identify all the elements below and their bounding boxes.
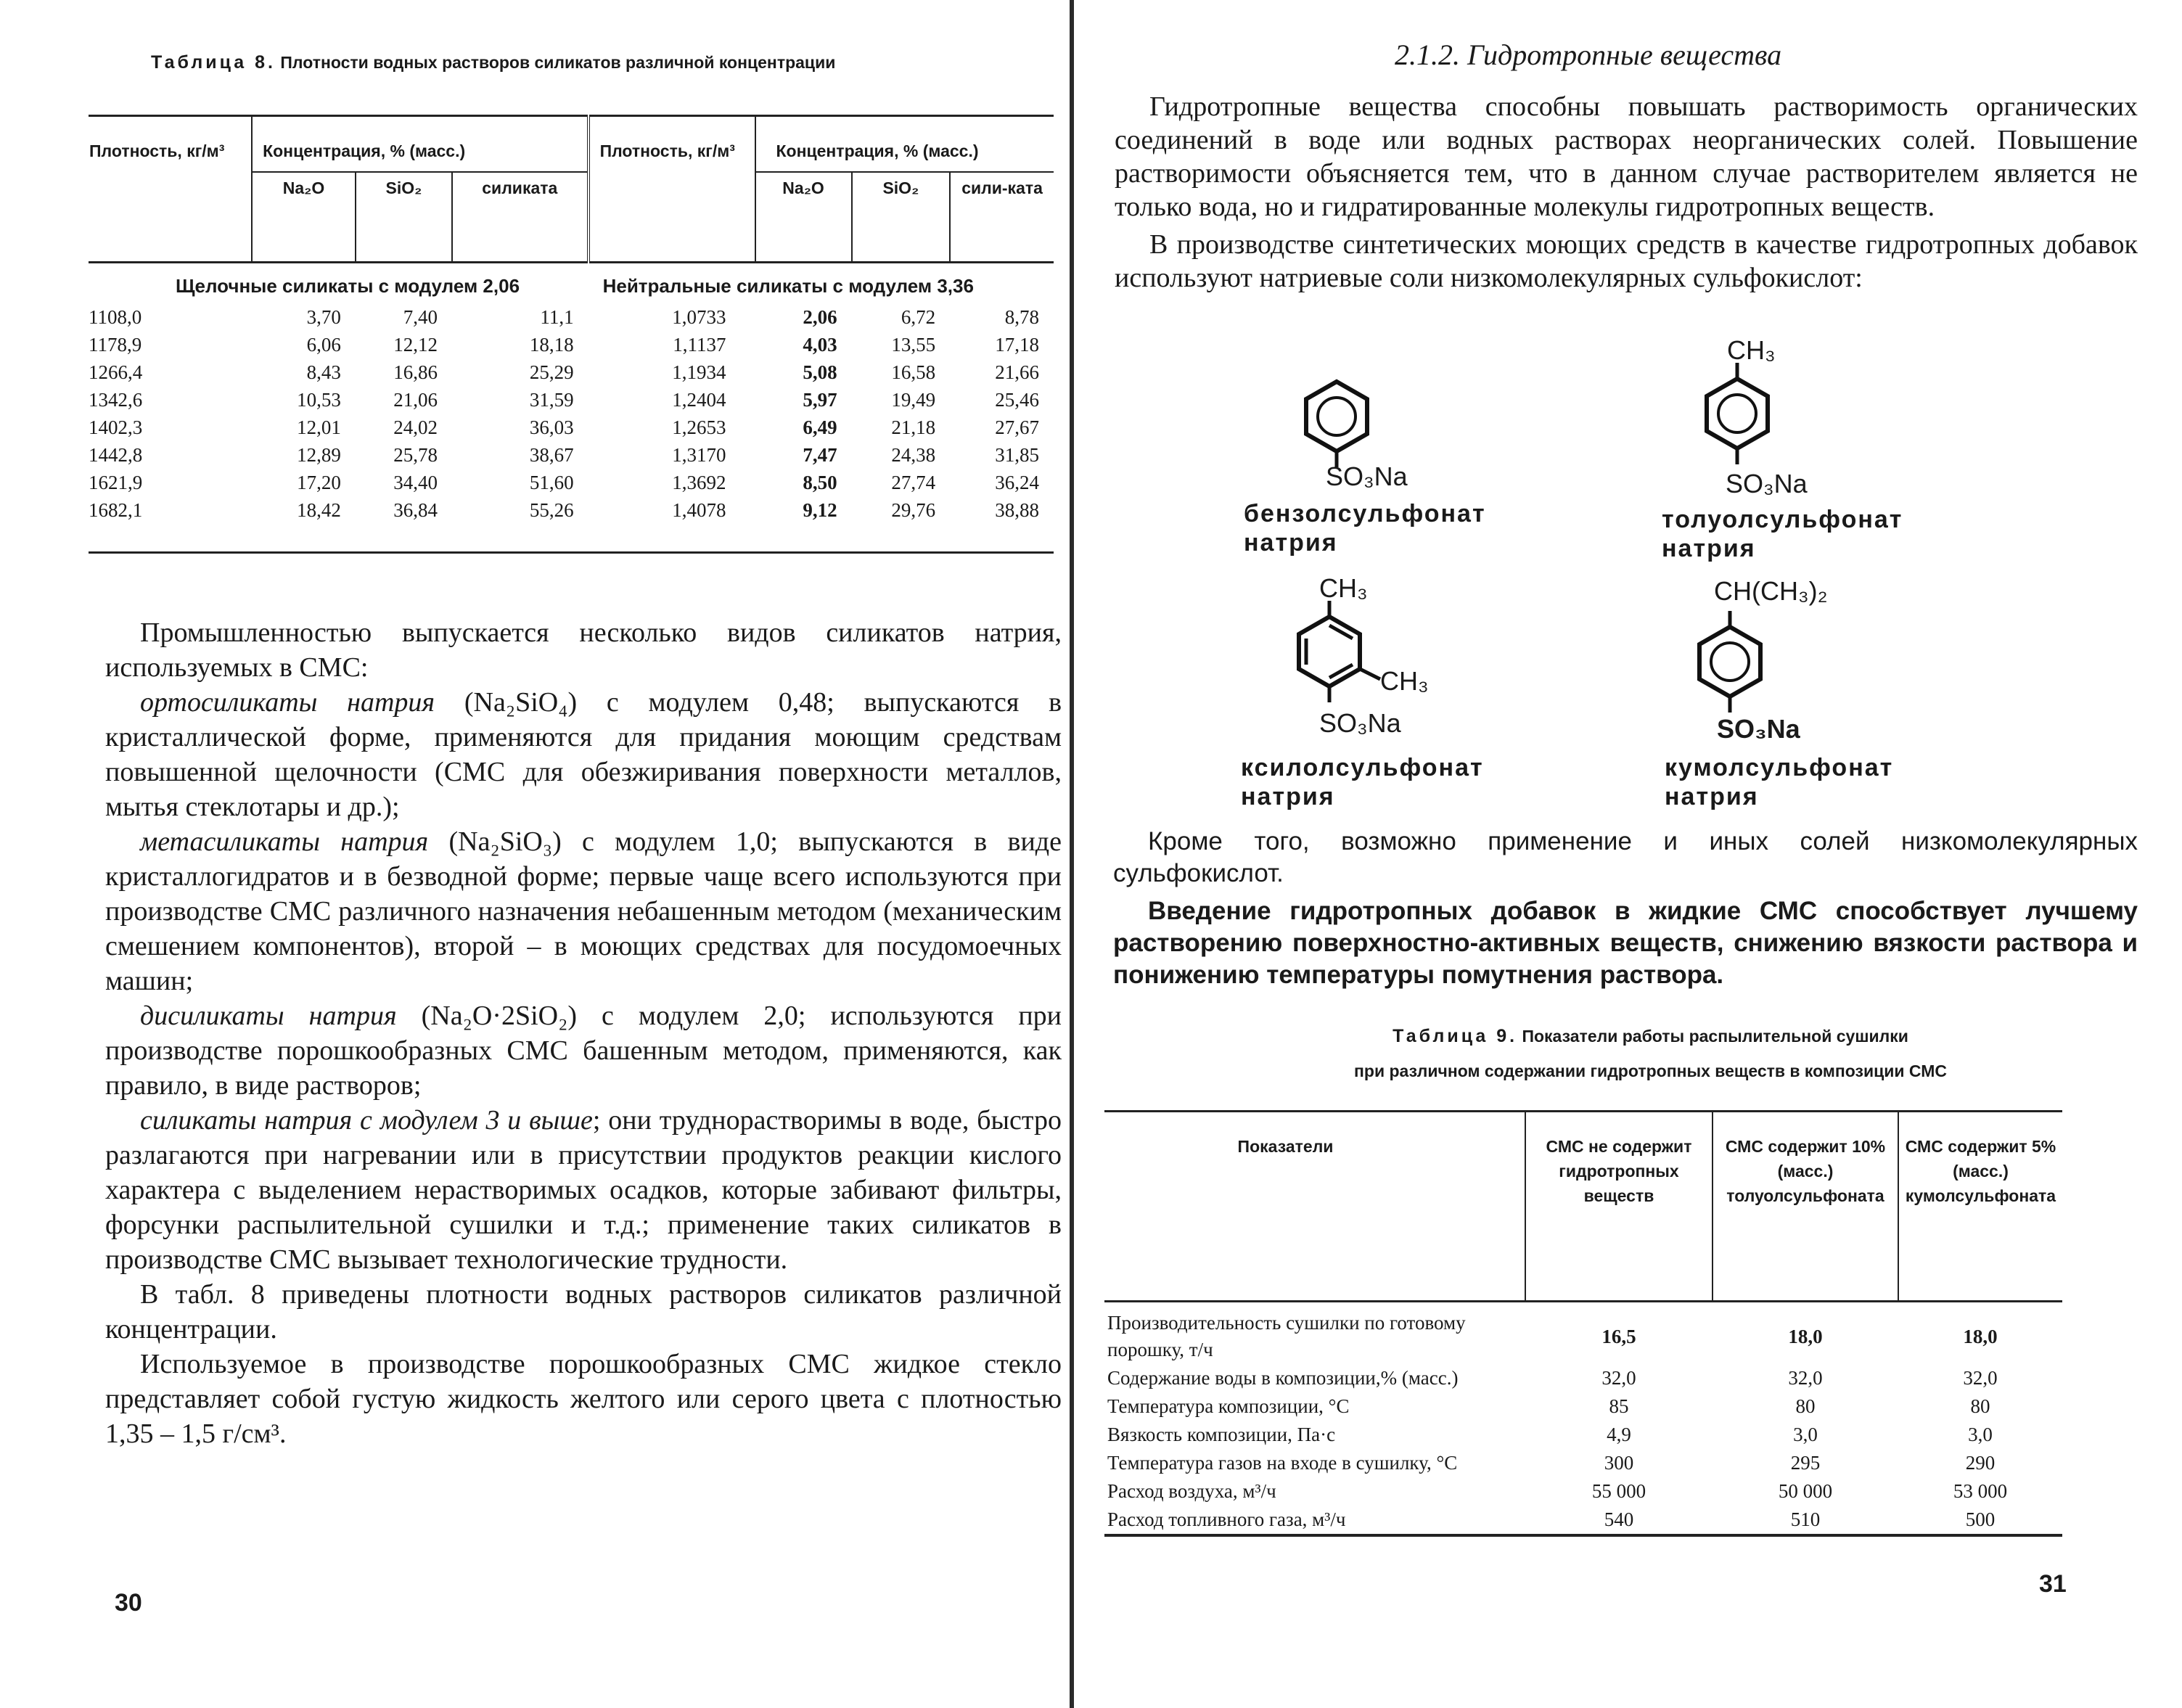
cumene-label <box>1665 753 1893 811</box>
table8-cell-d2: 1,3692 <box>672 471 726 493</box>
table9-cell-c: 290 <box>1965 1452 1996 1474</box>
table-row <box>89 441 1054 469</box>
table8-cell-a: 10,53 <box>297 388 341 411</box>
table8-cell-e: 5,08 <box>803 361 837 383</box>
toluene-label <box>1662 505 1903 563</box>
right-p3: Кроме того, возможно применение и иных солей низкомолекулярных сульфокислот. <box>1113 827 2138 887</box>
table9-body <box>1104 1302 2062 1536</box>
table8-cell-f: 6,72 <box>901 305 936 328</box>
xylene-ring-icon <box>1293 601 1409 717</box>
table9-cell-name: Расход воздуха, м³/ч <box>1107 1480 1276 1502</box>
table-row <box>89 496 1054 524</box>
table8-caption-label: Таблица 8. <box>151 52 276 73</box>
table8-cell-a: 17,20 <box>297 471 341 493</box>
table9-cell-a: 55 000 <box>1591 1480 1646 1502</box>
left-page <box>0 0 1070 1708</box>
right-body-text-bottom <box>1113 826 2138 991</box>
left-p3-text: (Na₂SiO₃) с модулем 1,0; выпускаются в виде кристаллогидратов и в безводной форме; первые чаще всего используются при производстве СМС различного назначения небашенным методом (механическим смешением компонентов), второй – в моющих средствах для посудомоечных машин; <box>105 826 1062 996</box>
table8-cell-a: 18,42 <box>297 498 341 521</box>
benzene-label <box>1244 499 1486 557</box>
toluene-so3na: SO₃Na <box>1726 469 1808 498</box>
table8-caption <box>151 52 835 73</box>
table-row <box>89 331 1054 358</box>
term-modulus3: силикаты натрия с модулем 3 и выше <box>140 1105 593 1136</box>
table8-cell-a: 8,43 <box>306 361 341 383</box>
table8-col-sio2: SiO₂ <box>356 172 452 262</box>
table9-cell-a: 16,5 <box>1601 1325 1636 1347</box>
table8-cell-d1: 1108,0 <box>89 305 142 328</box>
table9-cell-c: 80 <box>1970 1395 1990 1417</box>
table8-cell-a: 12,01 <box>297 416 341 438</box>
benzene-so3na: SO₃Na <box>1326 461 1408 491</box>
table8-col-conc-left: Концентрация, % (масс.) <box>252 116 588 173</box>
table9-caption-label: Таблица 9. <box>1393 1026 1518 1046</box>
table8-header-top <box>89 116 1054 173</box>
table8-cell-g: 21,66 <box>995 361 1039 383</box>
benzene-ring-icon <box>1300 376 1373 470</box>
term-orthosilicates: ортосиликаты натрия <box>140 687 435 718</box>
table9-col-toluene: СМС содержит 10% (масс.) толуолсульфоната <box>1713 1112 1898 1302</box>
page-number-right: 31 <box>2039 1570 2067 1598</box>
table8-col-conc-right: Концентрация, % (масс.) <box>755 116 1054 173</box>
table8-caption-text: Плотности водных растворов силикатов различной концентрации <box>280 53 836 72</box>
benzene-label-line2: натрия <box>1244 529 1338 557</box>
table9-caption-text1: Показатели работы распылительной сушилки <box>1522 1027 1908 1046</box>
table9-col-cumene: СМС содержит 5% (масс.) кумолсульфоната <box>1905 1137 2056 1205</box>
table9-caption-line1 <box>1075 1019 2182 1054</box>
cumene-chch32: CH(CH₃)₂ <box>1714 576 1828 606</box>
table8-cell-c: 11,1 <box>540 305 574 328</box>
table8-cell-c: 51,60 <box>529 471 574 493</box>
table8-cell-d2: 1,2653 <box>672 416 726 438</box>
table8-cell-a: 6,06 <box>306 333 341 356</box>
table8-cell-e: 9,12 <box>803 498 837 521</box>
table8-col-na2o-right: Na₂O <box>755 172 852 262</box>
left-p1: Промышленностью выпускается несколько видов силикатов натрия, используемых в СМС: <box>105 617 1062 683</box>
xylene-so3na: SO₃Na <box>1319 708 1401 738</box>
table8-group-right: Нейтральные силикаты с модулем 3,36 <box>602 274 974 297</box>
xylene-ch3-top: CH₃ <box>1319 573 1368 603</box>
table8-group-left: Щелочные силикаты с модулем 2,06 <box>176 274 520 297</box>
table8-cell-c: 25,29 <box>529 361 574 383</box>
table-row <box>1104 1364 2062 1392</box>
table9-cell-name: Расход топливного газа, м³/ч <box>1104 1506 1525 1535</box>
table8-body <box>89 303 1054 524</box>
table8-cell-f: 13,55 <box>891 333 936 356</box>
table9-cell-b: 3,0 <box>1793 1424 1818 1445</box>
table8-cell-d1: 1266,4 <box>89 361 143 383</box>
left-p5 <box>105 1103 1062 1277</box>
table8-cell-e: 5,97 <box>803 388 837 411</box>
table9-cell-b: 80 <box>1795 1395 1816 1417</box>
xylene-ch3-side: CH₃ <box>1380 666 1429 696</box>
table8-cell-f: 29,76 <box>891 498 936 521</box>
table8-cell-d2: 1,1934 <box>672 361 726 383</box>
table9-cell-name: Производительность сушилки по готовому порошку, т/ч <box>1107 1312 1466 1360</box>
table9-cell-name: Вязкость композиции, Па·с <box>1107 1424 1336 1445</box>
table8-cell-g: 25,46 <box>995 388 1039 411</box>
table8-cell-b: 34,40 <box>393 471 438 493</box>
table9-cell-name: Содержание воды в композиции,% (масс.) <box>1107 1367 1459 1389</box>
table8-cell-e: 4,03 <box>803 333 837 356</box>
table9-cell-a: 300 <box>1604 1452 1634 1474</box>
table-row <box>1104 1506 2062 1535</box>
table8-cell-a: 12,89 <box>297 443 341 466</box>
xylene-label <box>1241 753 1484 811</box>
table9 <box>1104 1110 2062 1537</box>
left-p4-text: (Na₂O·2SiO₂) с модулем 2,0; используются при производстве порошкообразных СМС башенным методом, применяются, как правило, в виде растворов; <box>105 1001 1062 1101</box>
right-p1: Гидротропные вещества способны повышать растворимость органических соединений в воде или водных растворах неорганических солей. Повышение растворимости объясняется тем, что в данном случае растворителем является не только вода, но и гидратированные молекулы гидротропных веществ. <box>1115 91 2138 222</box>
cumene-so3na: SO₃Na <box>1717 714 1800 744</box>
table9-cell-name: Температура газов на входе в сушилку, °С <box>1107 1452 1458 1474</box>
right-body-text-top <box>1115 90 2138 295</box>
table9-cell-c: 18,0 <box>1963 1325 1998 1347</box>
table8-cell-b: 21,06 <box>393 388 438 411</box>
table8-cell-e: 2,06 <box>803 305 837 328</box>
right-p4: Введение гидротропных добавок в жидкие СМС способствует лучшему растворению поверхностно-активных веществ, снижению вязкости раствора и понижению температуры помутнения раствора. <box>1113 897 2138 989</box>
table9-cell-b: 295 <box>1790 1452 1821 1474</box>
table9-cell-a: 85 <box>1609 1395 1629 1417</box>
table8-cell-f: 19,49 <box>891 388 936 411</box>
toluene-ring-icon <box>1701 363 1773 472</box>
table-row <box>1104 1449 2062 1477</box>
table8-col-sio2-right: SiO₂ <box>852 172 951 262</box>
left-p6: В табл. 8 приведены плотности водных растворов силикатов различной концентрации. <box>105 1279 1062 1344</box>
left-p7: Используемое в производстве порошкообразных СМС жидкое стекло представляет собой густую жидкость желтого или серого цвета с плотностью 1,35 – 1,5 г/см³. <box>105 1349 1062 1449</box>
table8-cell-g: 8,78 <box>1004 305 1039 328</box>
table8-cell-c: 31,59 <box>529 388 574 411</box>
table8-cell-c: 38,67 <box>529 443 574 466</box>
toluene-label-line1: толуолсульфонат <box>1662 506 1903 533</box>
table8-cell-d1: 1178,9 <box>89 333 142 356</box>
table8-cell-d2: 1,1137 <box>673 333 726 356</box>
left-p4 <box>105 998 1062 1103</box>
table8-cell-b: 24,02 <box>393 416 438 438</box>
table8-cell-d1: 1621,9 <box>89 471 143 493</box>
table8-bottom-rule <box>89 524 1054 553</box>
table9-cell-a: 4,9 <box>1607 1424 1631 1445</box>
table9-cell-name: Температура композиции, °С <box>1107 1395 1350 1417</box>
table8-cell-f: 27,74 <box>891 471 936 493</box>
xylene-label-line2: натрия <box>1241 783 1335 810</box>
table8-cell-d1: 1682,1 <box>89 498 143 521</box>
table8-group-row <box>89 262 1054 303</box>
table9-cell-c: 500 <box>1898 1506 2062 1535</box>
table8-cell-c: 55,26 <box>529 498 574 521</box>
table8-cell-d2: 1,0733 <box>672 305 726 328</box>
table9-cell-b: 50 000 <box>1778 1480 1833 1502</box>
table-row <box>1104 1302 2062 1365</box>
left-p3 <box>105 824 1062 998</box>
toluene-ch3: CH₃ <box>1727 335 1776 365</box>
table8-col-silicate-right: сили-ката <box>961 178 1043 197</box>
table8-cell-d1: 1402,3 <box>89 416 143 438</box>
table9-header <box>1104 1112 2062 1302</box>
table9-cell-c: 53 000 <box>1953 1480 2008 1502</box>
table8-cell-d2: 1,2404 <box>672 388 726 411</box>
table9-col-none: СМС не содержит гидротропных веществ <box>1525 1112 1713 1302</box>
section-title: 2.1.2. Гидротропные вещества <box>1395 38 1782 71</box>
table9-col-name: Показатели <box>1104 1112 1525 1302</box>
left-p5-text: ; они труднорастворимы в воде, быстро разлагаются при нагревании или в присутствии продуктов реакции кислого характера с выделением нерастворимых осадков, которые забивают фильтры, форсунки распылительной сушилки и т.д.; применение таких силикатов в производстве СМС вызывает технологические трудности. <box>105 1105 1062 1275</box>
benzene-label-line1: бензолсульфонат <box>1244 500 1486 527</box>
table8-cell-f: 16,58 <box>891 361 936 383</box>
table-row <box>89 469 1054 496</box>
table9-cell-a: 32,0 <box>1601 1367 1636 1389</box>
table8-cell-b: 25,78 <box>393 443 438 466</box>
table8-cell-c: 36,03 <box>529 416 574 438</box>
xylene-label-line1: ксилолсульфонат <box>1241 754 1484 781</box>
table8-cell-b: 7,40 <box>403 305 438 328</box>
table8-cell-b: 16,86 <box>393 361 438 383</box>
table8-col-silicate: силиката <box>452 172 588 262</box>
table-row <box>1104 1477 2062 1506</box>
cumene-ring-icon <box>1694 611 1766 720</box>
table8-col-density-right: Плотность, кг/м³ <box>588 116 755 263</box>
table8-cell-g: 17,18 <box>995 333 1039 356</box>
table8-cell-a: 3,70 <box>306 305 341 328</box>
table9-caption-text2: при различном содержании гидротропных веществ в композиции СМС <box>1354 1062 1947 1080</box>
table-row <box>1104 1392 2062 1421</box>
table-row <box>89 358 1054 386</box>
table8-cell-e: 8,50 <box>803 471 837 493</box>
left-p2 <box>105 685 1062 824</box>
table-row <box>1104 1421 2062 1449</box>
cumene-label-line2: натрия <box>1665 783 1759 810</box>
table8-cell-g: 27,67 <box>995 416 1039 438</box>
table9-cell-b: 18,0 <box>1788 1325 1823 1347</box>
table9-caption <box>1075 1019 2182 1088</box>
toluene-label-line2: натрия <box>1662 535 1756 562</box>
left-body-text <box>105 615 1062 1451</box>
table9-cell-a: 540 <box>1525 1506 1713 1535</box>
table8-cell-c: 18,18 <box>529 333 574 356</box>
table8-cell-d1: 1442,8 <box>89 443 143 466</box>
table8-cell-d1: 1342,6 <box>89 388 143 411</box>
table8-cell-e: 7,47 <box>803 443 837 466</box>
table-row <box>89 414 1054 441</box>
table8-cell-b: 36,84 <box>393 498 438 521</box>
table8-cell-b: 12,12 <box>393 333 438 356</box>
table9-cell-b: 32,0 <box>1788 1367 1823 1389</box>
term-disilicates: дисиликаты натрия <box>140 1001 397 1031</box>
table8 <box>89 115 1054 554</box>
term-metasilicates: метасиликаты натрия <box>140 826 429 857</box>
table9-cell-c: 32,0 <box>1963 1367 1998 1389</box>
table9-cell-c: 3,0 <box>1968 1424 1993 1445</box>
table-row <box>89 303 1054 331</box>
table-row <box>89 386 1054 414</box>
table8-cell-e: 6,49 <box>803 416 837 438</box>
table8-col-density: Плотность, кг/м³ <box>89 116 252 263</box>
table8-cell-g: 38,88 <box>995 498 1039 521</box>
table8-cell-f: 24,38 <box>891 443 936 466</box>
table8-cell-d2: 1,4078 <box>672 498 726 521</box>
table8-cell-d2: 1,3170 <box>672 443 726 466</box>
table8-cell-f: 21,18 <box>891 416 936 438</box>
table8-col-na2o: Na₂O <box>252 172 356 262</box>
cumene-label-line1: кумолсульфонат <box>1665 754 1894 781</box>
table9-cell-b: 510 <box>1713 1506 1898 1535</box>
right-p2: В производстве синтетических моющих средств в качестве гидротропных добавок используют натриевые соли низкомолекулярных сульфокислот: <box>1115 229 2138 293</box>
table8-cell-g: 36,24 <box>995 471 1039 493</box>
table8-cell-g: 31,85 <box>995 443 1039 466</box>
left-p2-text: (Na₂SiO₄) с модулем 0,48; выпускаются в кристаллической форме, применяются для придания моющим средствам повышенной щелочности (СМС для обезжиривания поверхности металлов, мытья стеклотары и др.); <box>105 687 1062 822</box>
page-number-left: 30 <box>115 1589 142 1617</box>
